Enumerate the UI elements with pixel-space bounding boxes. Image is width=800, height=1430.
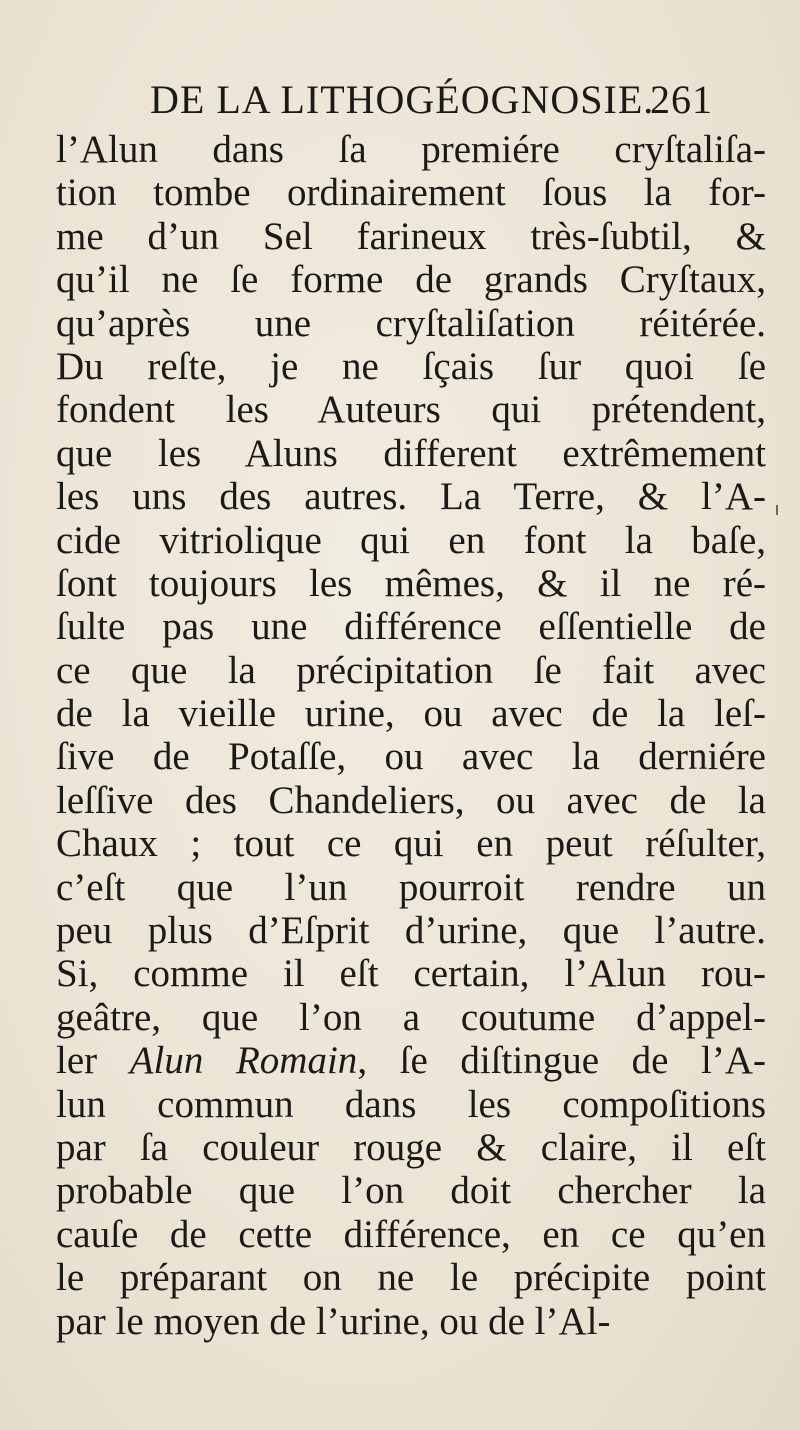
text-line: qu’il ne ſe forme de grands Cryſtaux, — [56, 258, 766, 302]
body-text — [46, 128, 766, 1343]
running-title: DE LA LITHOGÉOGNOSIE. — [150, 77, 655, 122]
text-line: fondent les Auteurs qui prétendent, — [56, 388, 766, 432]
text-line: peu plus d’Eſprit d’urine, que l’autre. — [56, 909, 766, 953]
text-line: ler Alun Romain, ſe diſtingue de l’A- — [56, 1039, 766, 1083]
text-line: probable que l’on doit chercher la — [56, 1169, 766, 1213]
text-line: ſive de Potaſſe, ou avec la derniére — [56, 735, 766, 779]
text-line: l’Alun dans ſa premiére cryſtaliſa- — [56, 128, 766, 171]
text-line: c’eſt que l’un pourroit rendre un — [56, 865, 766, 909]
text-line: par le moyen de l’urine, ou de l’Al- — [56, 1299, 611, 1343]
text-line: leſſive des Chandeliers, ou avec de la — [56, 778, 766, 822]
text-line: ce que la précipitation ſe fait avec — [56, 648, 766, 692]
text-line: par ſa couleur rouge & claire, il eſt — [56, 1125, 766, 1169]
text-line: me d’un Sel farineux très-ſubtil, & — [56, 214, 766, 258]
text-line: les uns des autres. La Terre, & l’A- — [56, 475, 766, 519]
text-line: le préparant on ne le précipite point — [56, 1256, 766, 1300]
text-line: de la vieille urine, ou avec de la leſ- — [56, 692, 766, 736]
text-line: que les Aluns different extrêmement — [56, 431, 766, 475]
text-line: tion tombe ordinairement ſous la for- — [56, 171, 766, 215]
margin-mark — [776, 505, 778, 515]
text-line: cauſe de cette différence, en ce qu’en — [56, 1212, 766, 1256]
text-line: ſont toujours les mêmes, & il ne ré- — [56, 561, 766, 605]
page-header — [150, 76, 770, 120]
text-line: cide vitriolique qui en font la baſe, — [56, 518, 766, 562]
text-line: Si, comme il eſt certain, l’Alun rou- — [56, 952, 766, 996]
text-line: ſulte pas une différence eſſentielle de — [56, 605, 766, 649]
text-line: lun commun dans les compoſitions — [56, 1082, 766, 1126]
text-line: Du reſte, je ne ſçais ſur quoi ſe — [56, 344, 766, 388]
page-number: 261 — [650, 77, 713, 122]
text-line: Chaux ; tout ce qui en peut réſulter, — [56, 822, 766, 866]
text-line: qu’après une cryſtaliſation réitérée. — [56, 301, 766, 345]
italic-term: Alun Romain — [129, 1039, 358, 1083]
text-line: geâtre, que l’on a coutume d’appel- — [56, 995, 766, 1039]
